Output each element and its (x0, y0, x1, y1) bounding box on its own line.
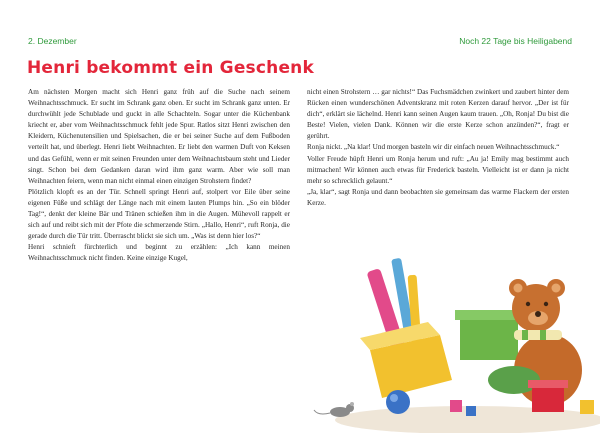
page-header (28, 36, 572, 50)
story-title: Henri bekommt ein Geschenk (27, 58, 314, 78)
paragraph: Plötzlich klopft es an der Tür. Schnell springt Henri auf, stolpert vor Eile über seine eigenen Füße und schlägt der Länge nach mit einem lauten Plumps hin. „So ein blöder Tag!“, denkt der kleine Bär und Tränen schießen ihm in die Augen. Mühevoll rappelt er sich auf und reibt sich mit der Pfote die schmerzende Stirn. „Hallo, Henri“, ruft Ronja, die gerade durch die Tür tritt. Überrascht blickt sie sich um. „Was ist denn hier los?“ (28, 187, 290, 241)
days-until-christmas: Noch 22 Tage bis Heiligabend (459, 36, 572, 46)
paragraph: Henri schnieft fürchterlich und beginnt zu erzählen: „Ich kann meinen Weihnachtsschmuck nicht finden. Keine einzige Kugel, (28, 243, 290, 263)
paragraph: Voller Freude hüpft Henri um Ronja herum und ruft: „Au ja! Emily mag bestimmt auch mitmachen! Wir können auch etwas für Frederick basteln. Vielleicht ist er dann ja nicht mehr so schrecklich gelaunt.“ (307, 154, 569, 185)
paragraph: Am nächsten Morgen macht sich Henri ganz früh auf die Suche nach seinem Weihnachtsschmuck. Er sucht im Schrank ganz oben. Er sucht im Schrank ganz unten. Er durchwühlt jede Schublade und guckt in alle Schachteln. Sogar unter die Küchenbank kriecht er, aber vom Weihnachtsschmuck fehlt jede Spur. Ratlos sitzt Henri zwischen den Kleidern, Küchenutensilien und Spielsachen, die er bei seiner Suche auf dem Fußboden verteilt hat, und überlegt. Henri liebt Weihnachten. Er liebt den warmen Duft von Keksen und das Gefühl, wenn er mit seinen Freunden unter dem Weihnachtsbaum steht und Lieder singt. Schon bei dem Gedanken daran wird ihm ganz warm. Aber wie soll man Weihnachten feiern, wenn man nicht einmal einen einzigen Strohstern findet? (28, 88, 290, 185)
paragraph: „Ja, klar“, sagt Ronja und dann beobachten sie gemeinsam das warme Flackern der ersten Kerze. (307, 187, 569, 207)
text-column-left (28, 87, 290, 265)
paragraph: nicht einen Strohstern … gar nichts!“ Das Fuchsmädchen zwinkert und zaubert hinter dem Rücken einen wunderschönen Adventskranz mit roten Kerzen darauf hervor. „Der ist für dich“, erklärt sie lächelnd. Henri kann seinen Augen kaum trauen. „Oh, Ronja! Du bist die Beste! Vielen, vielen Dank. Können wir die erste Kerze schon anzünden?“, fragt er gerührt. (307, 88, 569, 141)
text-column-right (307, 87, 569, 209)
teddy-bear-with-boxes-illustration (300, 230, 600, 433)
paragraph: Ronja nickt. „Na klar! Und morgen basteln wir dir einfach neuen Weihnachtsschmuck.“ (307, 143, 560, 152)
chapter-date: 2. Dezember (28, 36, 77, 46)
